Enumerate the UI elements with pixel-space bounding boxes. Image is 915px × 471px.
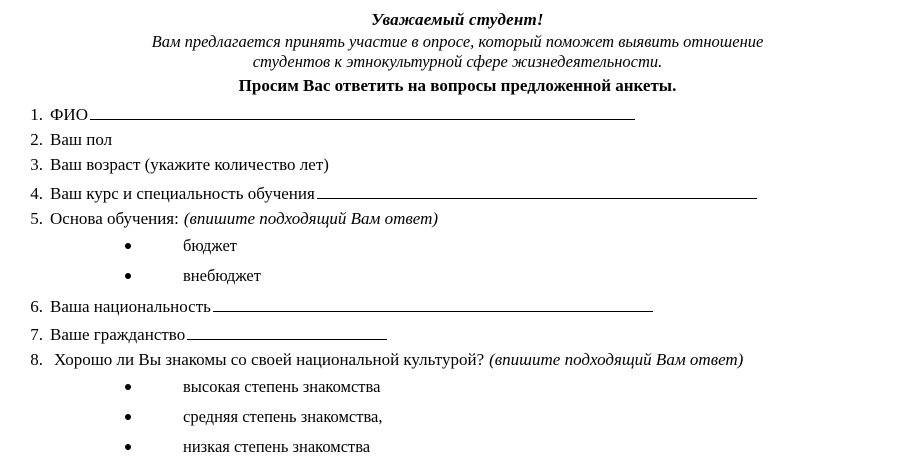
question-item-4 — [20, 177, 895, 205]
bullet-icon — [125, 384, 131, 390]
question-note: (впишите подходящий Вам ответ) — [183, 208, 439, 228]
question-number: 7. — [30, 324, 43, 344]
question-label: Ваш возраст (укажите количество лет) — [50, 155, 329, 175]
option-row[interactable] — [20, 231, 895, 261]
header-block — [20, 10, 895, 96]
question-item-2 — [20, 127, 895, 152]
question-note: (впишите подходящий Вам ответ) — [489, 349, 744, 369]
option-label: внебюджет — [183, 265, 261, 285]
question-number: 1. — [30, 105, 43, 125]
question-label: Ваш курс и специальность обучения — [50, 183, 315, 203]
question-item-8 — [20, 347, 895, 372]
bullet-icon — [125, 444, 131, 450]
question-label: Ваша национальность — [50, 296, 211, 316]
question-item-6 — [20, 291, 895, 319]
options-list-5 — [20, 231, 895, 291]
page-title: Уважаемый студент! — [371, 10, 544, 29]
question-number: 8. — [30, 349, 43, 369]
option-label: низкая степень знакомства — [183, 436, 371, 456]
question-number: 4. — [30, 183, 43, 203]
question-label: Основа обучения: — [50, 208, 179, 228]
question-item-7 — [20, 319, 895, 347]
questions-list — [20, 99, 895, 462]
option-label: бюджет — [183, 235, 237, 255]
answer-line-6[interactable] — [213, 295, 653, 312]
question-number: 6. — [30, 296, 43, 316]
answer-line-1[interactable] — [90, 103, 635, 120]
question-number: 5. — [30, 208, 43, 228]
option-label: высокая степень знакомства — [183, 376, 381, 396]
intro-text-line-2: студентов к этнокультурной сфере жизнедеятельности. — [252, 52, 663, 72]
question-label: Ваше гражданство — [50, 324, 186, 344]
question-label: Хорошо ли Вы знакомы со своей национальной культурой? — [54, 349, 485, 369]
request-text: Просим Вас ответить на вопросы предложенной анкеты. — [238, 76, 677, 96]
question-label: ФИО — [50, 105, 88, 125]
bullet-icon — [125, 243, 131, 249]
option-label: средняя степень знакомства, — [183, 406, 383, 426]
answer-line-4[interactable] — [317, 181, 757, 198]
option-row[interactable] — [20, 261, 895, 291]
question-number: 3. — [30, 155, 43, 175]
question-item-3 — [20, 152, 895, 177]
answer-line-7[interactable] — [187, 323, 387, 340]
question-label: Ваш пол — [50, 130, 113, 150]
bullet-icon — [125, 273, 131, 279]
question-item-5 — [20, 206, 895, 231]
options-list-8 — [20, 372, 895, 462]
option-row[interactable] — [20, 402, 895, 432]
option-row[interactable] — [20, 432, 895, 462]
bullet-icon — [125, 414, 131, 420]
intro-text-line-1: Вам предлагается принять участие в опросе, который поможет выявить отношение — [151, 32, 764, 51]
question-number: 2. — [30, 130, 43, 150]
question-item-1 — [20, 99, 895, 127]
option-row[interactable] — [20, 372, 895, 402]
